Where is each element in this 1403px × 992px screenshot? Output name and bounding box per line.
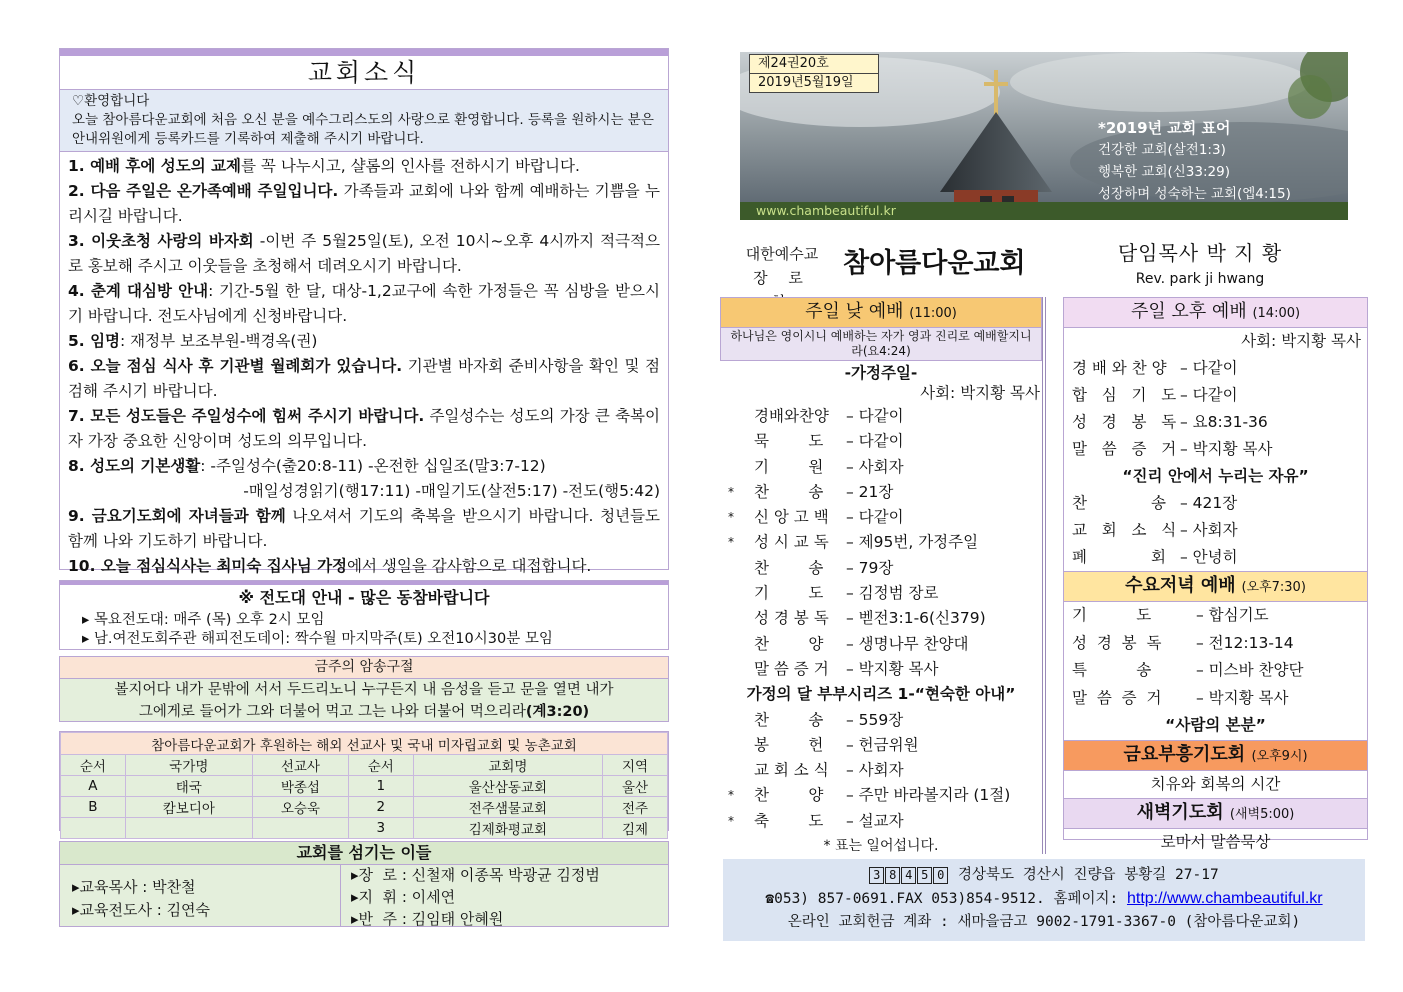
notice-item — [68, 554, 660, 579]
table-cell: 1 — [348, 776, 413, 797]
news-top-bar — [60, 49, 668, 56]
friday-prayer-title — [1064, 740, 1367, 771]
order-item — [720, 581, 1042, 606]
memory-verse-line1: 볼지어다 내가 문밖에 서서 두드리노니 누구든지 내 음성을 듣고 문을 열면 내가 — [114, 682, 614, 698]
order-item-name: 교 회 소 식 — [1072, 521, 1177, 539]
servants-title: 교회를 섬기는 이들 — [60, 842, 668, 865]
sunday-time: (11:00) — [909, 306, 957, 321]
order-item-value: – 합심기도 — [1196, 606, 1269, 624]
notice-text: 가족들과 교회에 나와 함께 예배하는 기쁨을 누리시길 바랍니다. — [68, 182, 660, 225]
servant-line: ▸장 로 : 신철재 이종목 박광균 김정범 — [351, 866, 600, 884]
order-item — [1064, 409, 1367, 436]
order-item — [720, 657, 1042, 682]
order-item-value: – 생명나무 찬양대 — [846, 634, 969, 653]
table-cell: B — [61, 797, 126, 818]
notice-text: 를 꼭 나누시고, 샬롬의 인사를 전하시기 바랍니다. — [241, 157, 580, 175]
order-item-value: – 주만 바라볼지라 (1절) — [846, 786, 1011, 805]
table-cell: 3 — [348, 818, 413, 839]
church-motto — [1098, 117, 1291, 205]
dawn-prayer-title — [1064, 798, 1367, 829]
homepage-link[interactable]: http://www.chambeautiful.kr — [1126, 890, 1323, 907]
order-item-value: – 헌금위원 — [846, 735, 919, 754]
afternoon-leader: 사회: 박지황 목사 — [1241, 332, 1361, 350]
order-item-value: – 설교자 — [846, 811, 904, 830]
order-item — [1064, 685, 1367, 713]
table-cell: 박종섭 — [252, 776, 348, 797]
order-item-name: 합 심 기 도 — [1072, 386, 1177, 404]
order-item-name: 교 회 소 식 — [754, 761, 829, 780]
order-item-value: – 박지황 목사 — [846, 659, 939, 678]
banner-watermark: www.chambeautiful.kr — [756, 203, 896, 218]
order-item — [1064, 355, 1367, 382]
table-cell — [252, 818, 348, 839]
order-item-value: – 421장 — [1180, 494, 1238, 512]
servant-line: ▸교육목사 : 박찬철 — [72, 878, 196, 896]
stand-marker: * — [728, 788, 734, 803]
order-item-value: – 사회자 — [846, 457, 904, 476]
order-item-value: – 다같이 — [846, 407, 904, 425]
order-item-value: – 전12:13-14 — [1196, 633, 1294, 652]
order-item-name: 말 씀 증 거 — [1072, 688, 1162, 707]
order-item-name: 봉 헌 — [754, 735, 824, 754]
notice-heading: 10. 오늘 점심식사는 최미숙 집사님 가정 — [68, 557, 348, 575]
notice-text: -매일성경읽기(행17:11) -매일기도(살전5:17) -전도(행5:42) — [243, 482, 660, 500]
order-item-name: 찬 송 — [754, 710, 824, 729]
table-cell: 전주샘물교회 — [413, 797, 603, 818]
notice-item — [68, 329, 660, 354]
order-item-name: 찬 양 — [754, 786, 824, 805]
order-item-name: 특 송 — [1072, 661, 1152, 679]
missions-panel — [59, 731, 669, 838]
order-item-value: – 김정범 장로 — [846, 584, 939, 603]
order-item — [720, 404, 1042, 429]
notice-item — [68, 354, 660, 404]
order-item-value: – 다같이 — [846, 508, 904, 527]
notice-heading: 4. 춘계 대심방 안내 — [68, 282, 209, 300]
sunday-title-text: 주일 낮 예배 — [805, 301, 904, 322]
zip-digit: 8 — [885, 867, 900, 884]
notice-text: -이번 주 5월25일(토), 오전 10시~오후 4시까지 적극적으로 홍보해 주시고 이웃들을 초청해서 데려오시기 바랍니다. — [68, 232, 660, 275]
welcome-title: ♡환영합니다 — [72, 93, 150, 109]
missions-caption: 참아름다운교회가 후원하는 해외 선교사 및 국내 미자립교회 및 농촌교회 — [61, 733, 668, 755]
zip-digit: 0 — [933, 867, 948, 884]
order-item-name: 성 경 봉 독 — [1072, 633, 1162, 652]
order-item-name: 성 시 교 독 — [754, 533, 829, 552]
order-item — [720, 556, 1042, 581]
sunday-sermon-title: 가정의 달 부부시리즈 1-“현숙한 아내” — [746, 685, 1016, 704]
missions-header-cell: 선교사 — [252, 755, 348, 776]
sunday-worship-panel — [720, 297, 1046, 854]
order-item — [720, 733, 1042, 758]
memory-verse-text — [60, 679, 668, 723]
notice-text: 에서 생일을 감사함으로 대접합니다. — [347, 557, 592, 575]
order-item-value: – 사회자 — [1180, 521, 1238, 539]
missions-header-cell: 국가명 — [125, 755, 252, 776]
table-cell: A — [61, 776, 126, 797]
order-item-name: 찬 양 — [754, 634, 824, 653]
stand-marker: * — [728, 535, 734, 550]
notice-text: 기관별 바자회 준비사항을 확인 및 점검해 주시기 바랍니다. — [68, 357, 660, 400]
order-item — [720, 783, 1042, 808]
order-item — [720, 455, 1042, 480]
table-cell: 전주 — [603, 797, 668, 818]
notice-text: 나오셔서 기도의 축복을 받으시기 바랍니다. 청년들도 함께 나와 기도하기 바랍니다. — [68, 507, 660, 550]
pastor-info — [1095, 239, 1305, 291]
order-item — [720, 809, 1042, 834]
order-item-name: 찬 송 — [754, 558, 824, 577]
church-news-panel — [59, 48, 669, 575]
sunday-order-list — [720, 708, 1042, 834]
other-services-panel — [1063, 297, 1368, 851]
notice-item — [68, 504, 660, 554]
order-item-value: – 미스바 찬양단 — [1196, 661, 1304, 679]
order-item — [1064, 602, 1367, 630]
order-item-value: – 안녕히 — [1180, 548, 1238, 566]
order-item-value: – 559장 — [846, 710, 904, 729]
contact-line — [723, 887, 1365, 911]
servant-line: ▸지 휘 : 이세연 — [351, 888, 456, 906]
notice-text: : 기간-5월 한 달, 대상-1,2교구에 속한 가정들은 꼭 심방을 받으시기 바랍니다. 전도사님에게 신청바랍니다. — [68, 282, 660, 325]
notice-text: : 재정부 보조부원-백경옥(권) — [120, 332, 318, 350]
denomination-line2: 장 로 — [753, 269, 811, 287]
order-item — [720, 708, 1042, 733]
church-address-box — [723, 859, 1365, 941]
pastor-english: Rev. park ji hwang — [1135, 271, 1265, 287]
news-title: 교회소식 — [60, 56, 668, 90]
table-cell: 오승욱 — [252, 797, 348, 818]
zip-digit: 5 — [917, 867, 932, 884]
missions-table — [60, 732, 668, 839]
order-item-value: – 박지황 목사 — [1180, 440, 1273, 458]
servants-panel — [59, 841, 669, 927]
address-text: 경상북도 경산시 진량읍 봉황길 27-17 — [958, 867, 1219, 883]
table-row — [61, 818, 668, 839]
sunday-footnote: * 표는 일어섭니다. — [823, 838, 939, 855]
order-item — [720, 429, 1042, 454]
order-item-value: – 21장 — [846, 482, 894, 501]
issue-date: 2019년5월19일 — [758, 75, 854, 90]
dawn-description: 로마서 말씀묵상 — [1160, 832, 1271, 851]
missions-header-cell: 교회명 — [413, 755, 603, 776]
evangelism-title: ※ 전도대 안내 - 많은 동참바랍니다 — [238, 588, 490, 607]
order-item-name: 축 도 — [754, 811, 824, 830]
order-item-name: 성 경 봉 독 — [754, 609, 829, 628]
motto-line: 행복한 교회(신33:29) — [1098, 164, 1230, 180]
order-item — [720, 632, 1042, 657]
table-row — [61, 776, 668, 797]
sunday-worship-title — [720, 297, 1042, 328]
order-item-name: 경 배 와 찬 양 — [1072, 359, 1167, 377]
servants-right — [340, 864, 600, 927]
memory-verse-line2: 그에게로 들어가 그와 더불어 먹고 그는 나와 더불어 먹으리라 — [138, 704, 526, 720]
order-item-name: 폐 회 — [1072, 548, 1166, 566]
table-cell — [61, 818, 126, 839]
notice-item — [68, 154, 660, 179]
notice-item — [68, 404, 660, 454]
order-item — [720, 758, 1042, 783]
afternoon-title-text: 주일 오후 예배 — [1130, 301, 1247, 322]
servants-left — [72, 876, 210, 922]
order-item-name: 신 앙 고 백 — [754, 508, 829, 527]
zip-digit: 3 — [869, 867, 884, 884]
wednesday-order-list — [1064, 602, 1367, 712]
issue-info-box — [749, 54, 879, 93]
table-row — [61, 797, 668, 818]
wednesday-title-text: 수요저녁 예배 — [1125, 575, 1236, 596]
order-item-name: 기 도 — [1072, 606, 1152, 624]
notice-heading: 3. 이웃초청 사랑의 바자회 — [68, 232, 254, 250]
order-item — [1064, 544, 1367, 571]
order-item — [720, 606, 1042, 631]
notice-heading: 1. 예배 후에 성도의 교제 — [68, 157, 242, 175]
notice-text: 주일성수는 성도의 가장 큰 축복이자 가장 중요한 신앙이며 성도의 의무입니다. — [68, 407, 660, 450]
notice-item — [68, 279, 660, 329]
notice-heading: 8. 성도의 기본생활 — [68, 457, 201, 475]
notice-text: : -주일성수(출20:8-11) -온전한 십일조(말3:7-12) — [200, 457, 546, 475]
friday-description: 치유와 회복의 시간 — [1150, 774, 1281, 793]
order-item-name: 묵 도 — [754, 432, 824, 451]
table-cell: 태국 — [125, 776, 252, 797]
missions-header-cell: 순서 — [61, 755, 126, 776]
welcome-box — [60, 90, 668, 152]
order-item-value: – 사회자 — [846, 761, 904, 780]
evangelism-item: ▸ 목요전도대: 매주 (목) 오후 2시 모임 — [82, 612, 325, 628]
welcome-text: 오늘 참아름다운교회에 처음 오신 분을 예수그리스도의 사랑으로 환영합니다. 등록을 원하시는 분은 안내위원에게 등록카드를 기록하여 제출해 주시기 바랍니다. — [72, 112, 654, 147]
order-item-value: – 제95번, 가정주일 — [846, 533, 979, 552]
order-item-name: 기 원 — [754, 457, 824, 476]
afternoon-order-list — [1064, 490, 1367, 571]
table-cell: 캄보디아 — [125, 797, 252, 818]
servant-line: ▸교육전도사 : 김연숙 — [72, 901, 211, 919]
order-item — [1064, 382, 1367, 409]
order-item — [1064, 490, 1367, 517]
notice-heading: 2. 다음 주일은 온가족예배 주일입니다. — [68, 182, 339, 200]
memory-verse-ref: (계3:20) — [525, 704, 590, 720]
stand-marker: * — [728, 484, 734, 499]
order-item-name: 성 경 봉 독 — [1072, 413, 1177, 431]
table-cell: 울산삼동교회 — [413, 776, 603, 797]
afternoon-worship-title — [1064, 298, 1367, 328]
motto-line: 성장하며 성숙하는 교회(엡4:15) — [1098, 186, 1291, 202]
memory-verse-title: 금주의 암송구절 — [60, 657, 668, 679]
order-item-value: – 요8:31-36 — [1180, 413, 1268, 431]
notice-heading: 5. 임명 — [68, 332, 121, 350]
notice-list — [60, 152, 668, 579]
missions-header-cell: 순서 — [348, 755, 413, 776]
table-cell: 김제 — [603, 818, 668, 839]
notice-item — [68, 454, 660, 504]
order-item — [1064, 517, 1367, 544]
missions-header-cell: 지역 — [603, 755, 668, 776]
order-item-value: – 다같이 — [1180, 386, 1238, 404]
afternoon-order-list — [1064, 355, 1367, 463]
pastor-korean: 담임목사 박 지 황 — [1117, 241, 1283, 265]
table-cell: 2 — [348, 797, 413, 818]
wednesday-worship-title — [1064, 571, 1367, 602]
wednesday-time: (오후7:30) — [1241, 580, 1306, 595]
afternoon-time: (14:00) — [1252, 306, 1301, 321]
order-item — [720, 505, 1042, 530]
dawn-title-text: 새벽기도회 — [1136, 801, 1224, 823]
order-item — [1064, 630, 1367, 658]
order-item-value: – 박지황 목사 — [1196, 688, 1289, 707]
afternoon-sermon-title: “진리 안에서 누리는 자유” — [1122, 467, 1309, 485]
sunday-leader: 사회: 박지황 목사 — [920, 384, 1040, 402]
order-item — [720, 530, 1042, 555]
stand-marker: * — [728, 510, 734, 525]
order-item-name: 말 씀 증 거 — [1072, 440, 1177, 458]
order-item-name: 기 도 — [754, 584, 824, 603]
servant-line: ▸반 주 : 김임태 안혜원 — [351, 910, 504, 928]
sunday-subtitle: -가정주일- — [844, 364, 918, 382]
order-item — [1064, 436, 1367, 463]
dawn-time: (새벽5:00) — [1229, 806, 1295, 822]
order-item-value: – 벧전3:1-6(신379) — [846, 609, 986, 628]
sunday-verse: 하나님은 영이시니 예배하는 자가 영과 진리로 예배할지니라(요4:24) — [720, 328, 1042, 361]
phone-fax: ☎053) 857-0691.FAX 053)854-9512. 홈페이지: — [765, 891, 1127, 907]
evangelism-panel — [59, 580, 669, 650]
issue-number: 제24권20호 — [750, 55, 878, 74]
notice-heading: 6. 오늘 점심 식사 후 기관별 월례회가 있습니다. — [68, 357, 403, 375]
evangelism-item: ▸ 남.여전도회주관 해피전도데이: 짝수월 마지막주(토) 오전10시30분 모임 — [82, 631, 553, 647]
order-item — [1064, 657, 1367, 685]
sunday-order-list — [720, 404, 1042, 682]
address-line — [723, 864, 1365, 887]
notice-item — [68, 229, 660, 279]
notice-item — [68, 179, 660, 229]
zip-code — [869, 867, 949, 883]
motto-title: *2019년 교회 표어 — [1098, 119, 1231, 137]
order-item-name: 찬 송 — [754, 482, 824, 501]
wednesday-sermon-title: “사람의 본분” — [1165, 716, 1266, 734]
order-item — [720, 480, 1042, 505]
motto-line: 건강한 교회(살전1:3) — [1098, 142, 1226, 158]
order-item-value: – 79장 — [846, 558, 894, 577]
order-item-name: 말 씀 증 거 — [754, 659, 829, 678]
denomination-line1: 대한예수교 — [745, 245, 819, 263]
memory-verse-panel — [59, 656, 669, 722]
table-cell: 울산 — [603, 776, 668, 797]
table-cell: 김제화평교회 — [413, 818, 603, 839]
stand-marker: * — [728, 813, 734, 828]
order-item-value: – 다같이 — [846, 432, 904, 451]
notice-heading: 9. 금요기도회에 자녀들과 함께 — [68, 507, 286, 525]
friday-title-text: 금요부흥기도회 — [1123, 743, 1246, 765]
order-item-name: 찬 송 — [1072, 494, 1166, 512]
order-item-name: 경배와찬양 — [754, 407, 829, 425]
account-line: 온라인 교회헌금 계좌 : 새마을금고 9002-1791-3367-0 (참아름다운교회) — [787, 914, 1301, 930]
church-name: 참아름다운교회 — [843, 248, 1026, 279]
friday-time: (오후9시) — [1251, 748, 1308, 764]
order-item-value: – 다같이 — [1180, 359, 1238, 377]
zip-digit: 4 — [901, 867, 916, 884]
notice-heading: 7. 모든 성도들은 주일성수에 힘써 주시기 바랍니다. — [68, 407, 425, 425]
table-cell — [125, 818, 252, 839]
